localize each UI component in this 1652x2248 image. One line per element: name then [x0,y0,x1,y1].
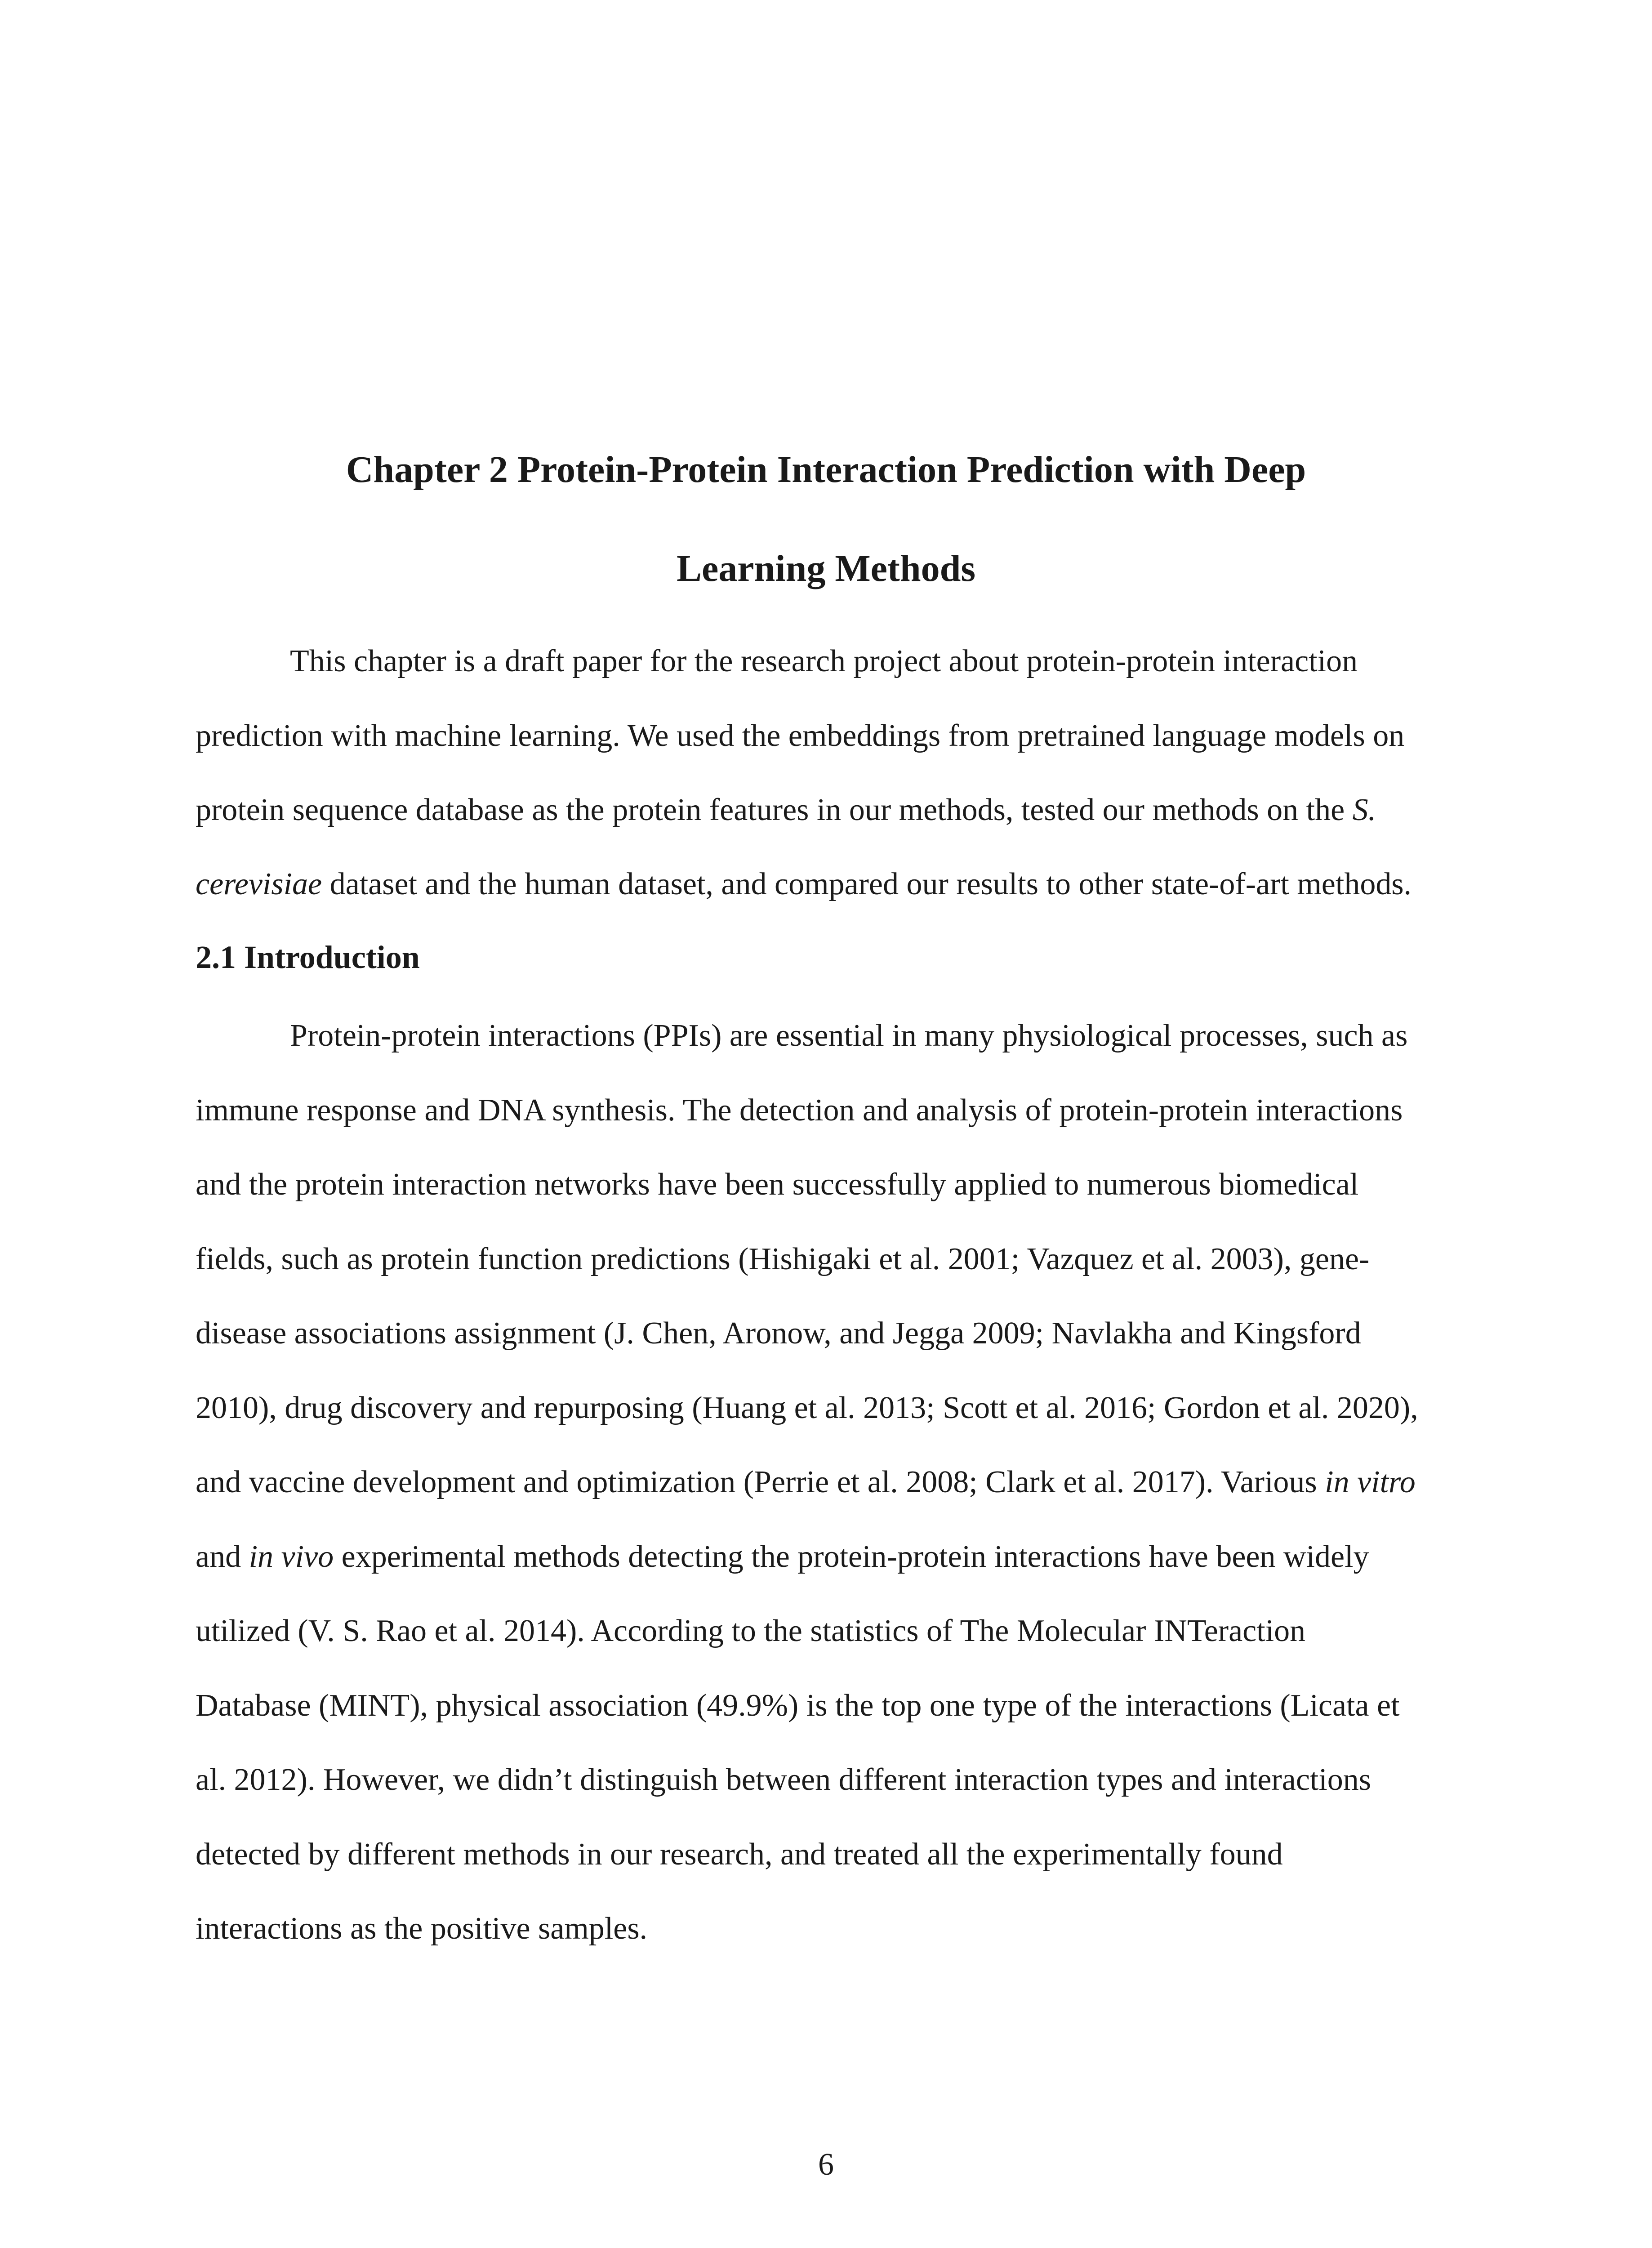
body-line-13: interactions as the positive samples. [196,1911,648,1946]
body-line-8-text-a: and [196,1539,249,1574]
body-line-6: 2010), drug discovery and repurposing (Huang et al. 2013; Scott et al. 2016; Gordon et al. 2020), [196,1391,1418,1425]
body-line-5: disease associations assignment (J. Chen, Aronow, and Jegga 2009; Navlakha and Kingsford [196,1316,1361,1351]
page-number: 6 [818,2147,834,2182]
intro-line-1: This chapter is a draft paper for the research project about protein-protein interaction [290,644,1358,678]
body-line-2: immune response and DNA synthesis. The detection and analysis of protein-protein interactions [196,1093,1403,1128]
body-line-4: fields, such as protein function predictions (Hishigaki et al. 2001; Vazquez et al. 2003), gene- [196,1242,1370,1276]
body-line-7-text: and vaccine development and optimization (Perrie et al. 2008; Clark et al. 2017). Various [196,1465,1325,1499]
body-line-3: and the protein interaction networks have been successfully applied to numerous biomedical [196,1167,1359,1202]
body-line-1: Protein-protein interactions (PPIs) are essential in many physiological processes, such as [290,1018,1408,1053]
body-line-12: detected by different methods in our research, and treated all the experimentally found [196,1837,1283,1872]
intro-line-3-italic: S. [1352,793,1376,827]
body-line-9: utilized (V. S. Rao et al. 2014). According to the statistics of The Molecular INTeraction [196,1614,1306,1648]
intro-line-4 [196,865,1412,903]
intro-line-4-text: dataset and the human dataset, and compared our results to other state-of-art methods. [322,867,1412,901]
intro-line-3-text: protein sequence database as the protein features in our methods, tested our methods on the [196,793,1353,827]
body-line-8-text-b: experimental methods detecting the protein-protein interactions have been widely [334,1539,1369,1574]
chapter-title-line-2: Learning Methods [676,548,976,589]
chapter-title-line-1: Chapter 2 Protein-Protein Interaction Prediction with Deep [346,449,1306,491]
intro-line-2: prediction with machine learning. We used the embeddings from pretrained language models on [196,718,1405,753]
body-line-10: Database (MINT), physical association (49.9%) is the top one type of the interactions (Licata et [196,1688,1400,1723]
section-heading: 2.1 Introduction [196,939,420,975]
body-line-7-italic: in vitro [1325,1465,1416,1499]
body-line-11: al. 2012). However, we didn’t distinguish between different interaction types and interactions [196,1762,1371,1797]
intro-line-3 [196,791,1376,829]
body-line-8-italic: in vivo [249,1539,334,1574]
body-line-8 [196,1538,1369,1576]
body-line-7 [196,1463,1416,1501]
intro-line-4-italic: cerevisiae [196,867,322,901]
